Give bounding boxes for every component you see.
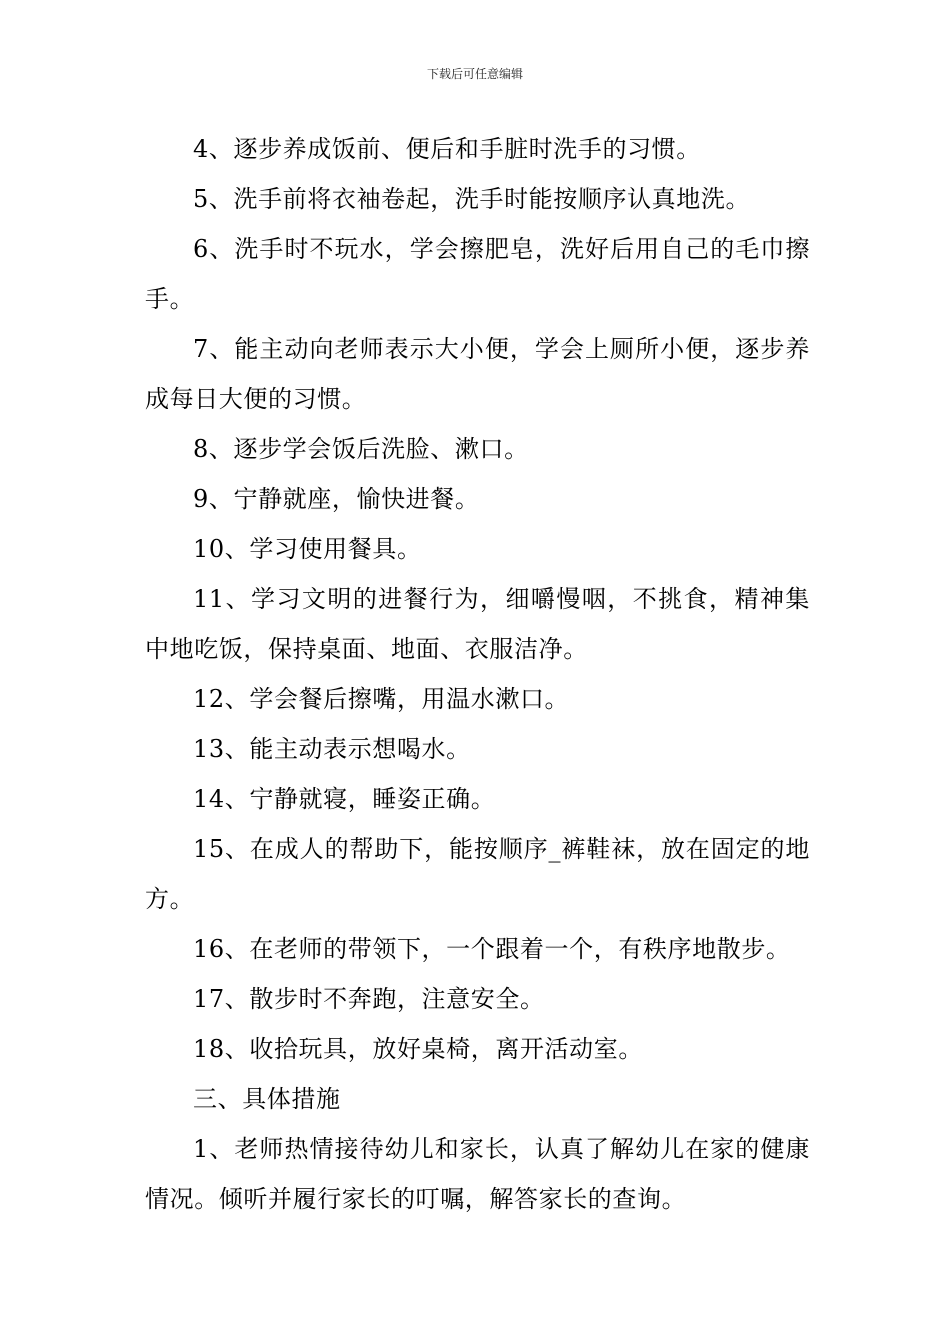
paragraph-item-10: 10、学习使用餐具。 bbox=[193, 535, 422, 563]
paragraph-item-17: 17、散步时不奔跑，注意安全。 bbox=[193, 985, 545, 1013]
paragraph-measure-1: 1、老师热情接待幼儿和家长，认真了解幼儿在家的健康情况。倾听并履行家长的叮嘱，解答家长的查询。 bbox=[145, 1135, 810, 1213]
paragraph-item-8: 8、逐步学会饭后洗脸、漱口。 bbox=[193, 435, 529, 463]
paragraph-item-16: 16、在老师的带领下，一个跟着一个，有秩序地散步。 bbox=[193, 935, 791, 963]
paragraph-item-5: 5、洗手前将衣袖卷起，洗手时能按顺序认真地洗。 bbox=[193, 185, 751, 213]
paragraph-item-11: 11、学习文明的进餐行为，细嚼慢咽，不挑食，精神集中地吃饭，保持桌面、地面、衣服洁净。 bbox=[145, 585, 810, 663]
paragraph-item-6: 6、洗手时不玩水，学会擦肥皂，洗好后用自己的毛巾擦手。 bbox=[145, 235, 810, 313]
page-header: 下载后可任意编辑 bbox=[426, 67, 523, 81]
document-body bbox=[145, 124, 810, 1224]
section-heading-measures: 三、具体措施 bbox=[193, 1085, 341, 1113]
paragraph-item-15: 15、在成人的帮助下，能按顺序_裤鞋袜，放在固定的地方。 bbox=[145, 835, 810, 913]
paragraph-item-13: 13、能主动表示想喝水。 bbox=[193, 735, 471, 763]
paragraph-item-12: 12、学会餐后擦嘴，用温水漱口。 bbox=[193, 685, 570, 713]
paragraph-item-14: 14、宁静就寝，睡姿正确。 bbox=[193, 785, 496, 813]
paragraph-item-18: 18、收拾玩具，放好桌椅，离开活动室。 bbox=[193, 1035, 643, 1063]
paragraph-item-9: 9、宁静就座，愉快进餐。 bbox=[193, 485, 480, 513]
paragraph-item-4: 4、逐步养成饭前、便后和手脏时洗手的习惯。 bbox=[193, 135, 701, 163]
paragraph-item-7: 7、能主动向老师表示大小便，学会上厕所小便，逐步养成每日大便的习惯。 bbox=[145, 335, 810, 413]
